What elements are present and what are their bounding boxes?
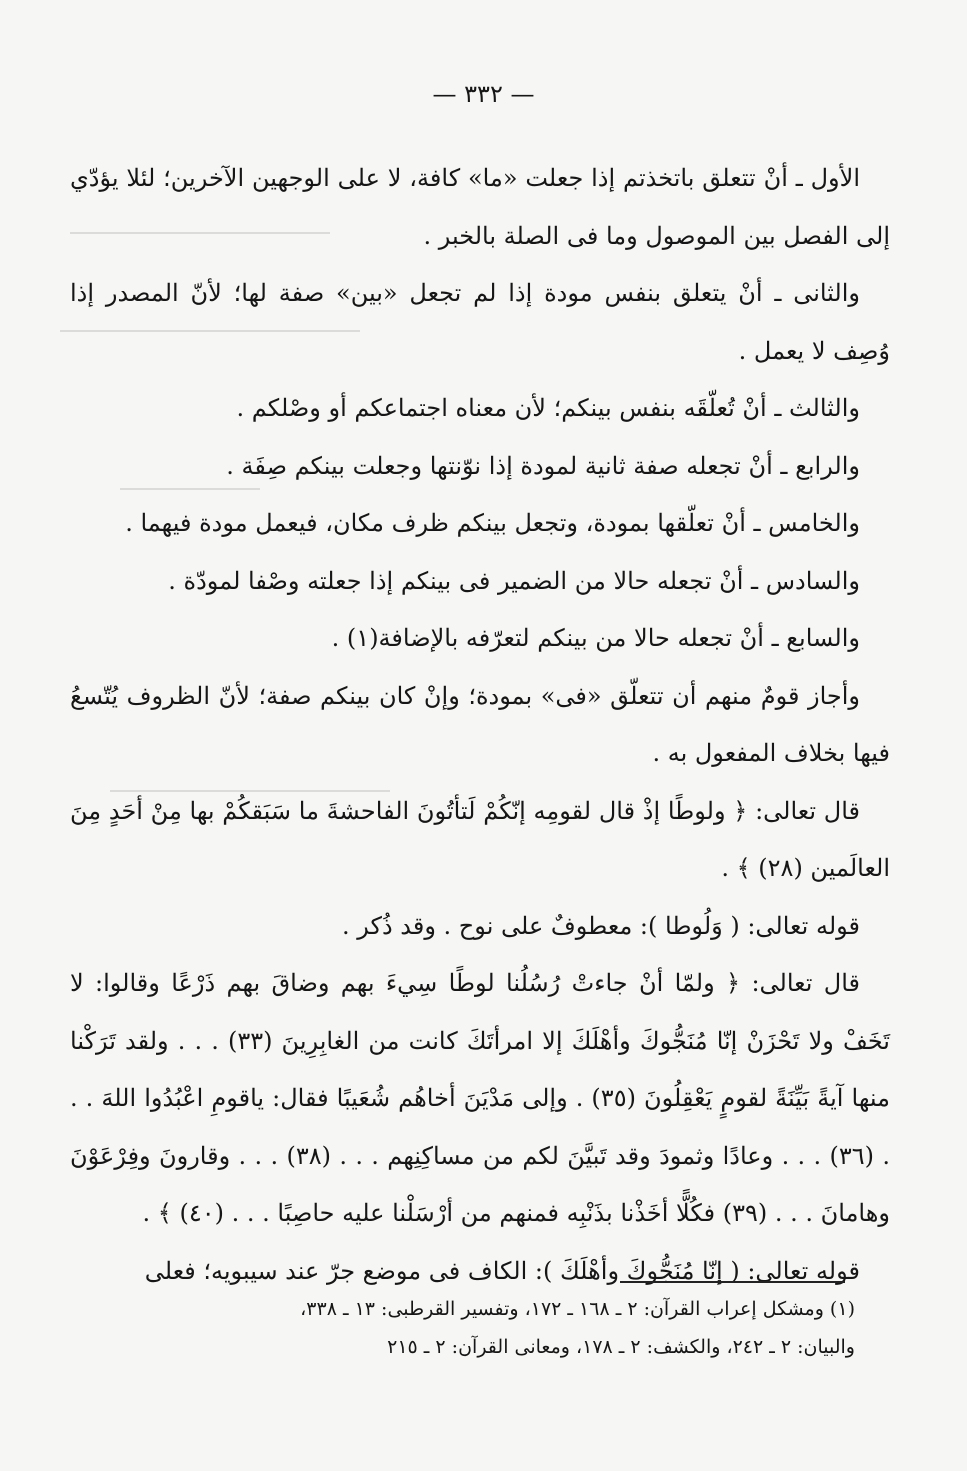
paragraph: والثانى ـ أنْ يتعلق بنفس مودة إذا لم تجعل «بين» صفة لها؛ لأنّ المصدر إذا وُصِف لا يعمل . — [70, 279, 890, 365]
paragraph: والخامس ـ أنْ تعلّقها بمودة، وتجعل بينكم ظرف مكان، فيعمل مودة فيهما . — [125, 509, 860, 537]
paragraph: الأول ـ أنْ تتعلق باتخذتم إذا جعلت «ما» كافة، لا على الوجهين الآخرين؛ لئلا يؤدّي إلى الفصل بين الموصول وما فى الصلة بالخبر . — [70, 164, 890, 250]
quran-verse-paragraph: قال تعالى: ﴿ ولوطًا إذْ قال لقومِه إنّكُمْ لَتأتُونَ الفاحشةَ ما سَبَقكُمْ بها مِنْ أحَدٍ مِنَ العالَمين (٢٨) ﴾ . — [70, 796, 890, 882]
page-number: — ٣٣٢ — — [432, 80, 535, 108]
quran-verse-paragraph: قال تعالى: ﴿ ولمّا أنْ جاءتْ رُسُلُنا لوطًا سِيءَ بهم وضاقَ بهم ذَرْعًا وقالوا: لا تَخَفْ ولا تَحْزَنْ إنّا مُنَجُّوكَ وأهْلَكَ إلا امرأتَكَ كانت من الغابِرِينَ (٣٣) . . . ولقد تَرَكْنا منها آيةً بَيِّنَةً لقومٍ يَعْقِلُونَ (٣٥) . وإلى مَدْيَنَ أخاهُم شُعَيبًا فقال: ياقومِ اعْبُدُوا اللهَ . . . (٣٦) . . . وعادًا وثمودَ وقد تَبيَّنَ لكم من مساكِنِهم . . . (٣٨) . . . وقارونَ وفِرْعَوْنَ وهامانَ . . . (٣٩) فكُلًّا أخَذْنا بذَنْبِه فمنهم من أرْسَلْنا عليه حاصِبًا . . . (٤٠) ﴾ . — [70, 969, 891, 1227]
paragraph: قوله تعالى: ( وَلُوطا ): معطوفٌ على نوح . وقد ذُكر . — [342, 911, 860, 940]
paragraph: والثالث ـ أنْ تُعلّقَه بنفس بينكم؛ لأن معناه اجتماعكم أو وصْلكم . — [236, 394, 860, 422]
paragraph: والسابع ـ أنْ تجعله حالا من بينكم لتعرّفه بالإضافة(١) . — [331, 624, 860, 652]
footnote-line: (١) ومشكل إعراب القرآن: ٢ ـ ١٦٨ ـ ١٧٢، وتفسير القرطبى: ١٣ ـ ٣٣٨، — [300, 1298, 855, 1320]
paragraph: والسادس ـ أنْ تجعله حالا من الضمير فى بينكم إذا جعلته وصْفا لمودّة . — [168, 566, 860, 595]
footnotes — [115, 1290, 855, 1366]
main-text — [70, 150, 890, 1300]
paragraph: وأجاز قومٌ منهم أن تتعلّق «فى» بمودة؛ وإنْ كان بينكم صفة؛ لأنّ الظروف يُتّسعُ فيها بخلاف المفعول به . — [70, 681, 890, 767]
footnote-line: والبيان: ٢ ـ ٢٤٢، والكشف: ٢ ـ ١٧٨، ومعانى القرآن: ٢ ـ ٢١٥ — [387, 1336, 855, 1358]
paragraph: والرابع ـ أنْ تجعله صفة ثانية لمودة إذا نوّنتها وجعلت بينكم صِفَة . — [226, 451, 860, 480]
footnote-divider — [620, 1281, 845, 1283]
paragraph: قوله تعالى: ( إنّا مُنَجُّوكَ وأهْلَكَ ): الكاف فى موضع جرّ عند سيبويه؛ فعلى — [144, 1256, 860, 1285]
